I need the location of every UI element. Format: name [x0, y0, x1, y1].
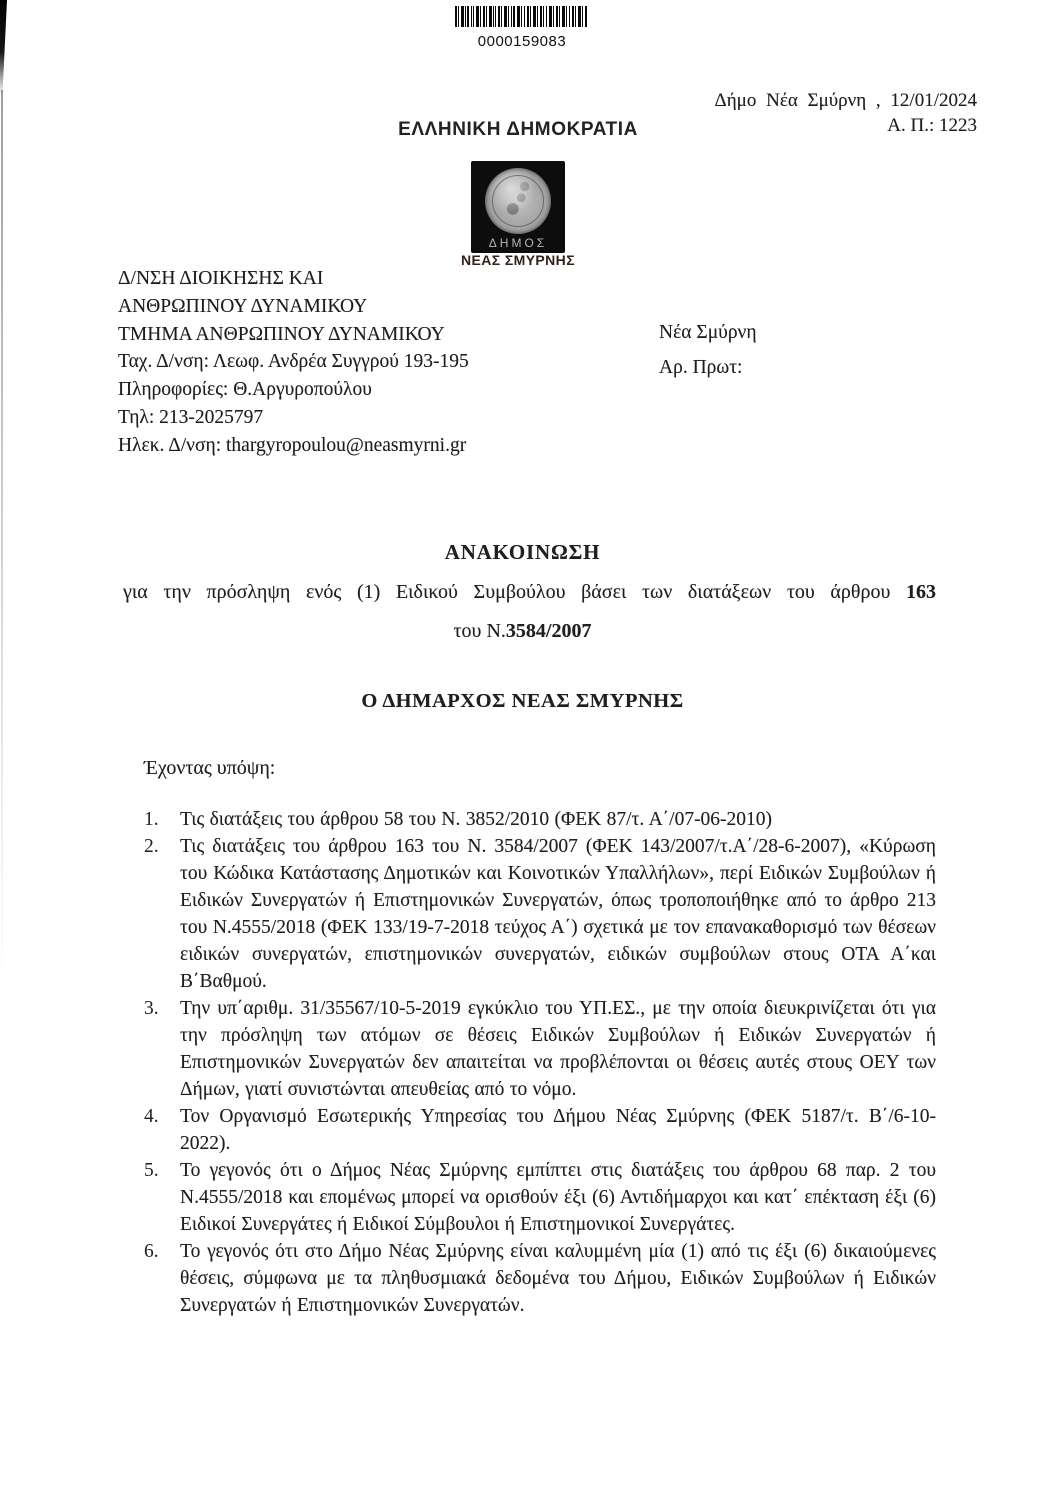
list-item-text: Την υπ΄αριθμ. 31/35567/10-5-2019 εγκύκλιο του ΥΠ.ΕΣ., με την οποία διευκρινίζεται ότι για την πρόσληψη των ατόμων σε θέσεις Ειδικών Συμβούλων ή Ειδικών Συνεργατών ή Επιστημονικών Συνεργατών δεν απαιτείται να προβλέπονται οι θέσεις αυτές στους ΟΕΥ των Δήμων, γιατί συνιστώνται απευθείας από το νόμο. [180, 998, 936, 1100]
list-item-number: 5. [144, 1160, 159, 1181]
announcement-subtitle-line2 [0, 620, 1045, 643]
list-item-text: Τον Οργανισμό Εσωτερικής Υπηρεσίας του Δήμου Νέας Σμύρνης (ΦΕΚ 5187/τ. Β΄/6-10-2022). [180, 1106, 936, 1154]
list-item [144, 833, 936, 995]
list-item-text: Τις διατάξεις του άρθρου 163 του Ν. 3584/2007 (ΦΕΚ 143/2007/τ.Α΄/28-6-2007), «Κύρωση του Κώδικα Κατάστασης Δημοτικών και Κοινοτικών Υπαλλήλων», περί Ειδικών Συμβούλων ή Ειδικών Συνεργατών ή Επιστημονικών Συνεργατών, όπως τροποποιήθηκε από το άρθρο 213 του Ν.4555/2018 (ΦΕΚ 133/19-7-2018 τεύχος Α΄) σχετικά με τον επανακαθορισμό των θέσεων ειδικών συνεργατών, επιστημονικών συνεργατών, ειδικών συμβούλων στους ΟΤΑ Α΄και Β΄Βαθμού. [180, 836, 936, 992]
list-item [144, 806, 936, 833]
reference-protocol-label: Αρ. Πρωτ: [659, 357, 743, 378]
list-item [144, 1238, 936, 1319]
list-item [144, 995, 936, 1103]
list-item-number: 4. [144, 1106, 159, 1127]
republic-title: ΕΛΛΗΝΙΚΗ ΔΗΜΟΚΡΑΤΙΑ [398, 119, 638, 140]
reference-city: Νέα Σμύρνη [659, 322, 757, 343]
list-item-text: Το γεγονός ότι στο Δήμο Νέας Σμύρνης είναι καλυμμένη μία (1) από τις έξι (6) δικαιούμενες θέσεις, σύμφωνα με τα πληθυσμιακά δεδομένα του Δήμου, Ειδικών Συμβούλων ή Ειδικών Συνεργατών ή Επιστημονικών Συνεργατών. [180, 1241, 936, 1316]
list-item [144, 1103, 936, 1157]
barcode-number: 0000159083 [477, 33, 567, 50]
protocol-number: Α. Π.: 1223 [887, 115, 977, 136]
sender-line: Δ/ΝΣΗ ΔΙΟΙΚΗΣΗΣ ΚΑΙ [118, 268, 324, 289]
subtitle2-bold-law: 3584/2007 [505, 620, 592, 642]
sender-line: Ταχ. Δ/νση: Λεωφ. Ανδρέα Συγγρού 193-195 [118, 351, 469, 373]
subtitle-regular: για την πρόσληψη ενός (1) Ειδικού Συμβούλου βάσει των διατάξεων του άρθρου [123, 581, 906, 603]
logo-dimos-label: ΔΗΜΟΣ [488, 236, 548, 250]
subtitle2-regular: του Ν. [453, 620, 506, 642]
announcement-title: ΑΝΑΚΟΙΝΩΣΗ [444, 540, 601, 564]
list-item-number: 3. [144, 998, 159, 1019]
list-item-text: Το γεγονός ότι ο Δήμος Νέας Σμύρνης εμπίπτει στις διατάξεις του άρθρου 68 παρ. 2 του Ν.4555/2018 και επομένως μπορεί να ορισθούν έξι (6) Αντιδήμαρχοι και κατ΄ επέκταση έξι (6) Ειδικοί Συνεργάτες ή Ειδικοί Σύμβουλοι ή Επιστημονικοί Συνεργάτες. [180, 1160, 936, 1235]
list-item-number: 2. [144, 836, 159, 857]
date-line: Δήμο Νέα Σμύρνη , 12/01/2024 [714, 90, 977, 111]
subtitle-bold-article: 163 [906, 581, 936, 603]
sender-line: ΤΜΗΜΑ ΑΝΘΡΩΠΙΝΟΥ ΔΥΝΑΜΙΚΟΥ [118, 323, 445, 345]
coin-emblem-icon [485, 168, 551, 234]
scan-edge-artifact [0, 0, 7, 95]
list-item-number: 1. [144, 809, 159, 830]
sender-line: Ηλεκ. Δ/νση: thargyropoulou@neasmyrni.gr [118, 434, 467, 456]
sender-line: Πληροφορίες: Θ.Αργυροπούλου [118, 379, 372, 401]
mayor-heading: Ο ΔΗΜΑΡΧΟΣ ΝΕΑΣ ΣΜΥΡΝΗΣ [361, 690, 684, 712]
list-item-text: Τις διατάξεις του άρθρου 58 του Ν. 3852/2010 (ΦΕΚ 87/τ. Α΄/07-06-2010) [180, 809, 773, 830]
considering-label: Έχοντας υπόψη: [144, 757, 276, 779]
list-item-number: 6. [144, 1241, 159, 1262]
coin-ring [492, 175, 544, 227]
logo-caption: ΝΕΑΣ ΣΜΥΡΝΗΣ [460, 252, 575, 268]
sender-line: Τηλ: 213-2025797 [118, 406, 264, 428]
municipality-logo [471, 161, 565, 253]
sender-block [118, 265, 469, 460]
announcement-subtitle-line1 [123, 581, 936, 604]
sender-line: ΑΝΘΡΩΠΙΝΟΥ ΔΥΝΑΜΙΚΟΥ [118, 295, 368, 317]
considerations-list [144, 806, 936, 1319]
list-item [144, 1157, 936, 1238]
barcode [455, 6, 589, 50]
barcode-icon [455, 6, 589, 27]
